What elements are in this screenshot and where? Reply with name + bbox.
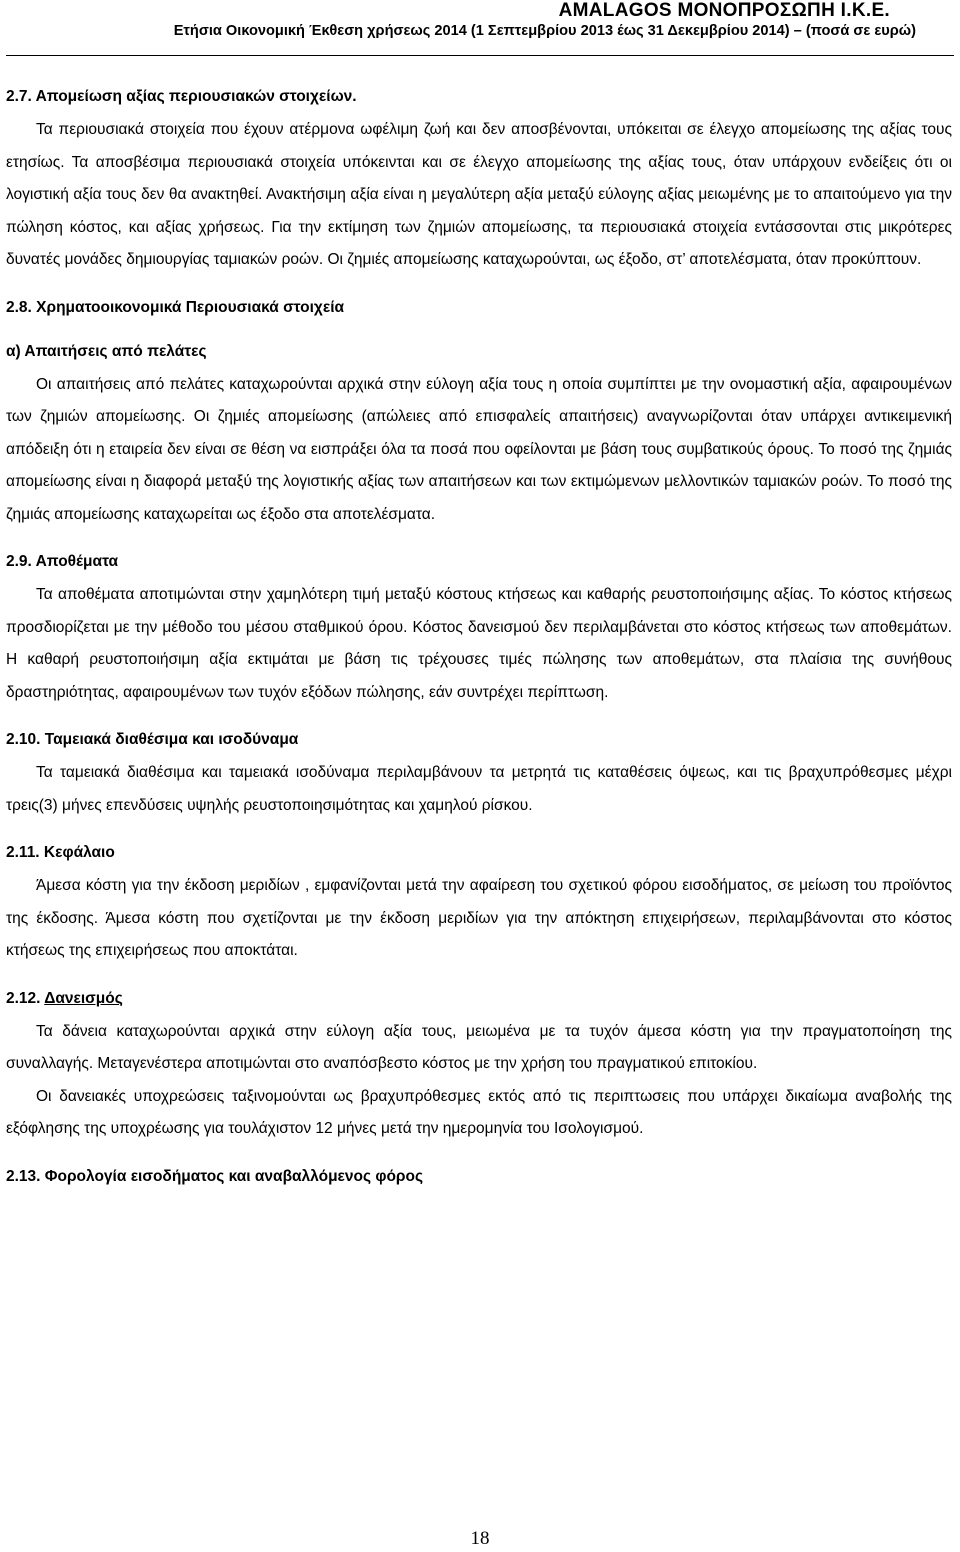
- section-2-12-paragraph-1: Τα δάνεια καταχωρούνται αρχικά στην εύλογη αξία τους, μειωμένα με τα τυχόν άμεσα κόστη για την πραγματοποίηση της συναλλαγής. Μεταγενέστερα αποτιμώνται στο αναπόσβεστο κόστος με την χρήση του πραγματικού επιτοκίου.: [6, 1022, 952, 1072]
- section-2-11-title: 2.11. Κεφάλαιο: [6, 844, 115, 861]
- section-2-10-title: 2.10. Ταμειακά διαθέσιμα και ισοδύναμα: [6, 731, 299, 748]
- document-body: [6, 80, 952, 1194]
- section-2-12-number: 2.12.: [6, 989, 41, 1007]
- section-2-9-paragraph: Τα αποθέματα αποτιμώνται στην χαμηλότερη τιμή μεταξύ κόστους κτήσεως και καθαρής ρευστοποιήσιμης αξίας. Το κόστος κτήσεως προσδιορίζεται με την μέθοδο του μέσου σταθμικού όρου. Κόστος δανεισμού δεν περιλαμβάνεται στο κόστος κτήσεως των αποθεμάτων. Η καθαρή ρευστοποιήσιμη αξία εκτιμάται με βάση τις τρέχουσες τιμές πώλησης των αποθεμάτων, στα πλαίσια της συνήθους δραστηριότητας, αφαιρουμένων των τυχόν εξόδων πώλησης, εάν συντρέχει περίπτωση.: [6, 586, 952, 701]
- section-2-12-title-text: Δανεισμός: [44, 989, 123, 1007]
- section-2-10-paragraph: Τα ταμειακά διαθέσιμα και ταμειακά ισοδύναμα περιλαμβάνουν τα μετρητά τις καταθέσεις όψεως, και τις βραχυπρόθεσμες μέχρι τρεις(3) μήνες επενδύσεις υψηλής ρευστοποιησιμότητας και χαμηλού ρίσκου.: [6, 764, 952, 814]
- report-subtitle: Ετήσια Οικονομική Έκθεση χρήσεως 2014 (1 Σεπτεμβρίου 2013 έως 31 Δεκεμβρίου 2014) – (ποσά σε ευρώ): [173, 23, 916, 39]
- section-2-12-paragraph-2: Οι δανειακές υποχρεώσεις ταξινομούνται ως βραχυπρόθεσμες εκτός από τις περιπτωσεις που υπάρχει δικαίωμα αναβολής της εξόφλησης της υποχρέωσης για τουλάχιστον 12 μήνες μετά την ημερομηνία του Ισολογισμού.: [6, 1087, 952, 1137]
- page-number: 18: [470, 1528, 490, 1549]
- company-name: AMALAGOS ΜΟΝΟΠΡΟΣΩΠΗ Ι.Κ.Ε.: [558, 0, 890, 21]
- section-2-11-paragraph: Άμεσα κόστη για την έκδοση μεριδίων , εμφανίζονται μετά την αφαίρεση του σχετικού φόρου εισοδήματος, σε μείωση του προϊόντος της έκδοσης. Άμεσα κόστη που σχετίζονται με την έκδοση μεριδίων για την απόκτηση επιχειρήσεων, περιλαμβάνονται στο κόστος κτήσεως της επιχειρήσεως που αποκτάται.: [6, 877, 952, 959]
- section-2-13-title: 2.13. Φορολογία εισοδήματος και αναβαλλόμενος φόρος: [6, 1167, 424, 1185]
- section-2-8-title: 2.8. Χρηματοοικονομικά Περιουσιακά στοιχεία: [6, 298, 345, 316]
- section-2-8-subtitle: α) Απαιτήσεις από πελάτες: [6, 342, 207, 360]
- section-2-12-title: [6, 982, 952, 1016]
- section-2-7-paragraph: Τα περιουσιακά στοιχεία που έχουν ατέρμονα ωφέλιμη ζωή και δεν αποσβένονται, υπόκειται σε έλεγχο απομείωσης της αξίας τους ετησίως. Τα αποσβέσιμα περιουσιακά στοιχεία υπόκεινται και σε έλεγχο απομείωσης της αξίας τους, όταν υπάρχουν ενδείξεις ότι οι λογιστική αξία τους δεν θα ανακτηθεί. Ανακτήσιμη αξία είναι η μεγαλύτερη αξία μεταξύ εύλογης αξίας μειωμένης με το απαιτούμενο για την πώληση κόστος, και αξίας χρήσεως. Για την εκτίμηση των ζημιών απομείωσης, τα περιουσιακά στοιχεία εντάσσονται στις μικρότερες δυνατές μονάδες δημιουργίας ταμιακών ροών. Οι ζημιές απομείωσης καταχωρούνται, ως έξοδο, στ’ αποτελέσματα, όταν προκύπτουν.: [6, 121, 952, 268]
- header-divider: [6, 55, 954, 56]
- section-2-8-paragraph: Οι απαιτήσεις από πελάτες καταχωρούνται αρχικά στην εύλογη αξία τους η οποία συμπίπτει με την ονομαστική αξία, αφαιρουμένων των ζημιών απομείωσης. Οι ζημιές απομείωσης (απώλειες από επισφαλείς απαιτήσεις) αναγνωρίζονται όταν υπάρχει αντικειμενική απόδειξη ότι η εταιρεία δεν είναι σε θέση να εισπράξει όλα τα ποσά που οφείλονται με βάση τους συμβατικούς όρους. Το ποσό της ζημιάς απομείωσης είναι η διαφορά μεταξύ της λογιστικής αξίας των απαιτήσεων και των εκτιμώμενων μελλοντικών ταμιακών ροών. Το ποσό της ζημιάς απομείωσης καταχωρείται ως έξοδο στα αποτελέσματα.: [6, 375, 952, 523]
- section-2-7-title: 2.7. Απομείωση αξίας περιουσιακών στοιχείων.: [6, 88, 357, 105]
- section-2-9-title: 2.9. Αποθέματα: [6, 553, 119, 570]
